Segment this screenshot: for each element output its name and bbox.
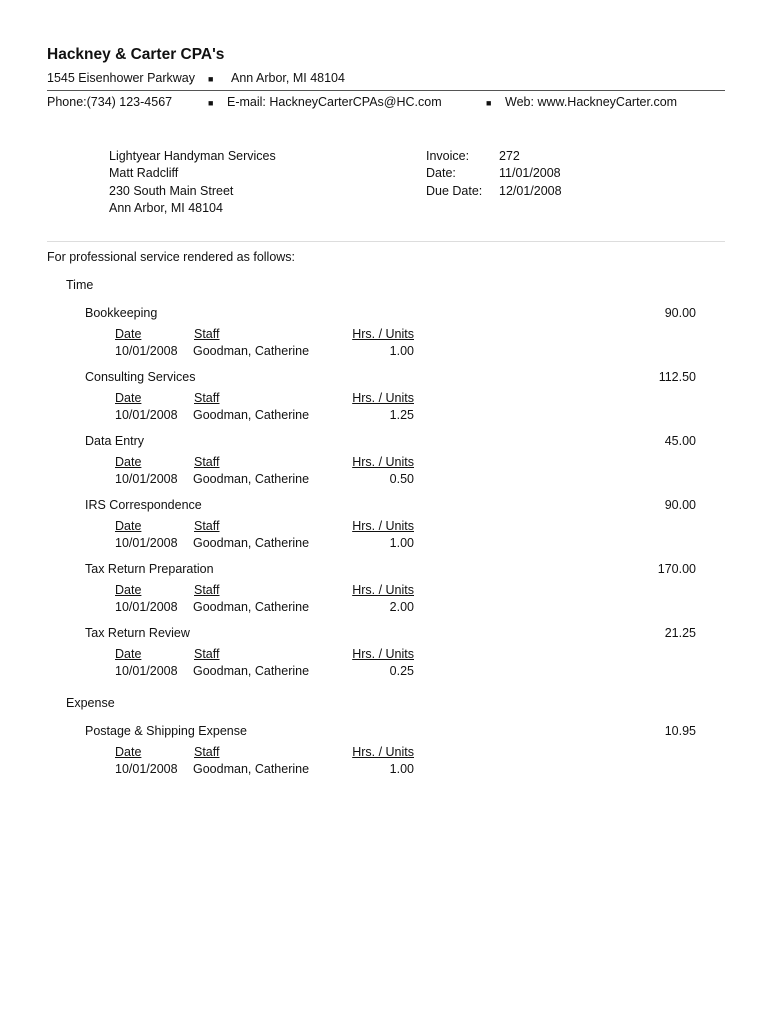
- firm-city: Ann Arbor, MI 48104: [231, 71, 345, 85]
- date-column-header: Date: [115, 391, 142, 405]
- web-value: www.HackneyCarter.com: [537, 95, 678, 109]
- date-column-header: Date: [115, 745, 142, 759]
- client-name: Lightyear Handyman Services: [109, 149, 276, 163]
- hours-column-header: Hrs. / Units: [352, 647, 414, 661]
- web-label: Web:: [505, 95, 534, 109]
- due-date: 12/01/2008: [499, 184, 562, 198]
- line-item-name: IRS Correspondence: [85, 498, 202, 512]
- intro-text: For professional service rendered as follows:: [47, 250, 296, 264]
- line-item-staff: Goodman, Catherine: [193, 664, 310, 678]
- line-item-amount: 112.50: [658, 370, 696, 384]
- due-date-label: Due Date:: [426, 184, 483, 198]
- date-label: Date:: [426, 166, 456, 180]
- bullet-icon: ■: [208, 98, 214, 108]
- firm-street: 1545 Eisenhower Parkway: [47, 71, 195, 85]
- section-divider: [47, 241, 725, 242]
- line-item-amount: 90.00: [664, 498, 696, 512]
- email-value: HackneyCarterCPAs@HC.com: [269, 95, 442, 109]
- line-item-name: Tax Return Review: [85, 626, 190, 640]
- hours-column-header: Hrs. / Units: [352, 455, 414, 469]
- line-item-hours: 1.25: [389, 408, 414, 422]
- line-item-name: Data Entry: [85, 434, 145, 448]
- staff-column-header: Staff: [194, 745, 220, 759]
- firm-email: [227, 95, 442, 109]
- staff-column-header: Staff: [194, 455, 220, 469]
- line-item-date: 10/01/2008: [115, 600, 178, 614]
- hours-column-header: Hrs. / Units: [352, 583, 414, 597]
- hours-column-header: Hrs. / Units: [352, 745, 414, 759]
- line-item-staff: Goodman, Catherine: [193, 762, 310, 776]
- firm-phone: [47, 95, 172, 109]
- line-item-hours: 1.00: [389, 344, 414, 358]
- line-item-hours: 0.50: [389, 472, 414, 486]
- line-item-amount: 10.95: [664, 724, 696, 738]
- line-item-hours: 1.00: [389, 536, 414, 550]
- line-item-staff: Goodman, Catherine: [193, 472, 310, 486]
- line-item-amount: 170.00: [657, 562, 696, 576]
- line-item-hours: 1.00: [389, 762, 414, 776]
- staff-column-header: Staff: [194, 391, 220, 405]
- date-column-header: Date: [115, 647, 142, 661]
- phone-value: (734) 123-4567: [86, 95, 173, 109]
- line-item-amount: 21.25: [664, 626, 696, 640]
- staff-column-header: Staff: [194, 583, 220, 597]
- section-title: Expense: [66, 696, 115, 710]
- line-item-staff: Goodman, Catherine: [193, 408, 310, 422]
- invoice-number: 272: [499, 149, 520, 163]
- header-divider: [47, 90, 725, 91]
- line-item-date: 10/01/2008: [115, 344, 178, 358]
- section-title: Time: [66, 278, 94, 292]
- bullet-icon: ■: [208, 74, 214, 84]
- staff-column-header: Staff: [194, 519, 220, 533]
- line-item-date: 10/01/2008: [115, 408, 178, 422]
- hours-column-header: Hrs. / Units: [352, 391, 414, 405]
- line-item-name: Consulting Services: [85, 370, 196, 384]
- email-label: E-mail:: [227, 95, 266, 109]
- client-contact: Matt Radcliff: [109, 166, 179, 180]
- line-item-date: 10/01/2008: [115, 472, 178, 486]
- line-item-date: 10/01/2008: [115, 536, 178, 550]
- staff-column-header: Staff: [194, 327, 220, 341]
- line-item-staff: Goodman, Catherine: [193, 344, 310, 358]
- client-city: Ann Arbor, MI 48104: [109, 201, 223, 215]
- staff-column-header: Staff: [194, 647, 220, 661]
- invoice-label: Invoice:: [426, 149, 470, 163]
- hours-column-header: Hrs. / Units: [352, 519, 414, 533]
- line-item-name: Tax Return Preparation: [85, 562, 214, 576]
- date-column-header: Date: [115, 583, 142, 597]
- line-item-amount: 45.00: [664, 434, 696, 448]
- client-street: 230 South Main Street: [109, 184, 234, 198]
- date-column-header: Date: [115, 519, 142, 533]
- firm-name: Hackney & Carter CPA's: [47, 46, 225, 63]
- line-item-hours: 2.00: [389, 600, 414, 614]
- line-item-date: 10/01/2008: [115, 664, 178, 678]
- line-item-staff: Goodman, Catherine: [193, 600, 310, 614]
- hours-column-header: Hrs. / Units: [352, 327, 414, 341]
- line-item-amount: 90.00: [664, 306, 696, 320]
- line-item-hours: 0.25: [389, 664, 414, 678]
- firm-web: [505, 95, 677, 109]
- line-item-date: 10/01/2008: [115, 762, 178, 776]
- invoice-date: 11/01/2008: [499, 166, 561, 180]
- line-item-name: Postage & Shipping Expense: [85, 724, 247, 738]
- line-item-staff: Goodman, Catherine: [193, 536, 310, 550]
- date-column-header: Date: [115, 455, 142, 469]
- date-column-header: Date: [115, 327, 142, 341]
- line-item-name: Bookkeeping: [85, 306, 158, 320]
- phone-label: Phone:: [47, 95, 87, 109]
- bullet-icon: ■: [486, 98, 492, 108]
